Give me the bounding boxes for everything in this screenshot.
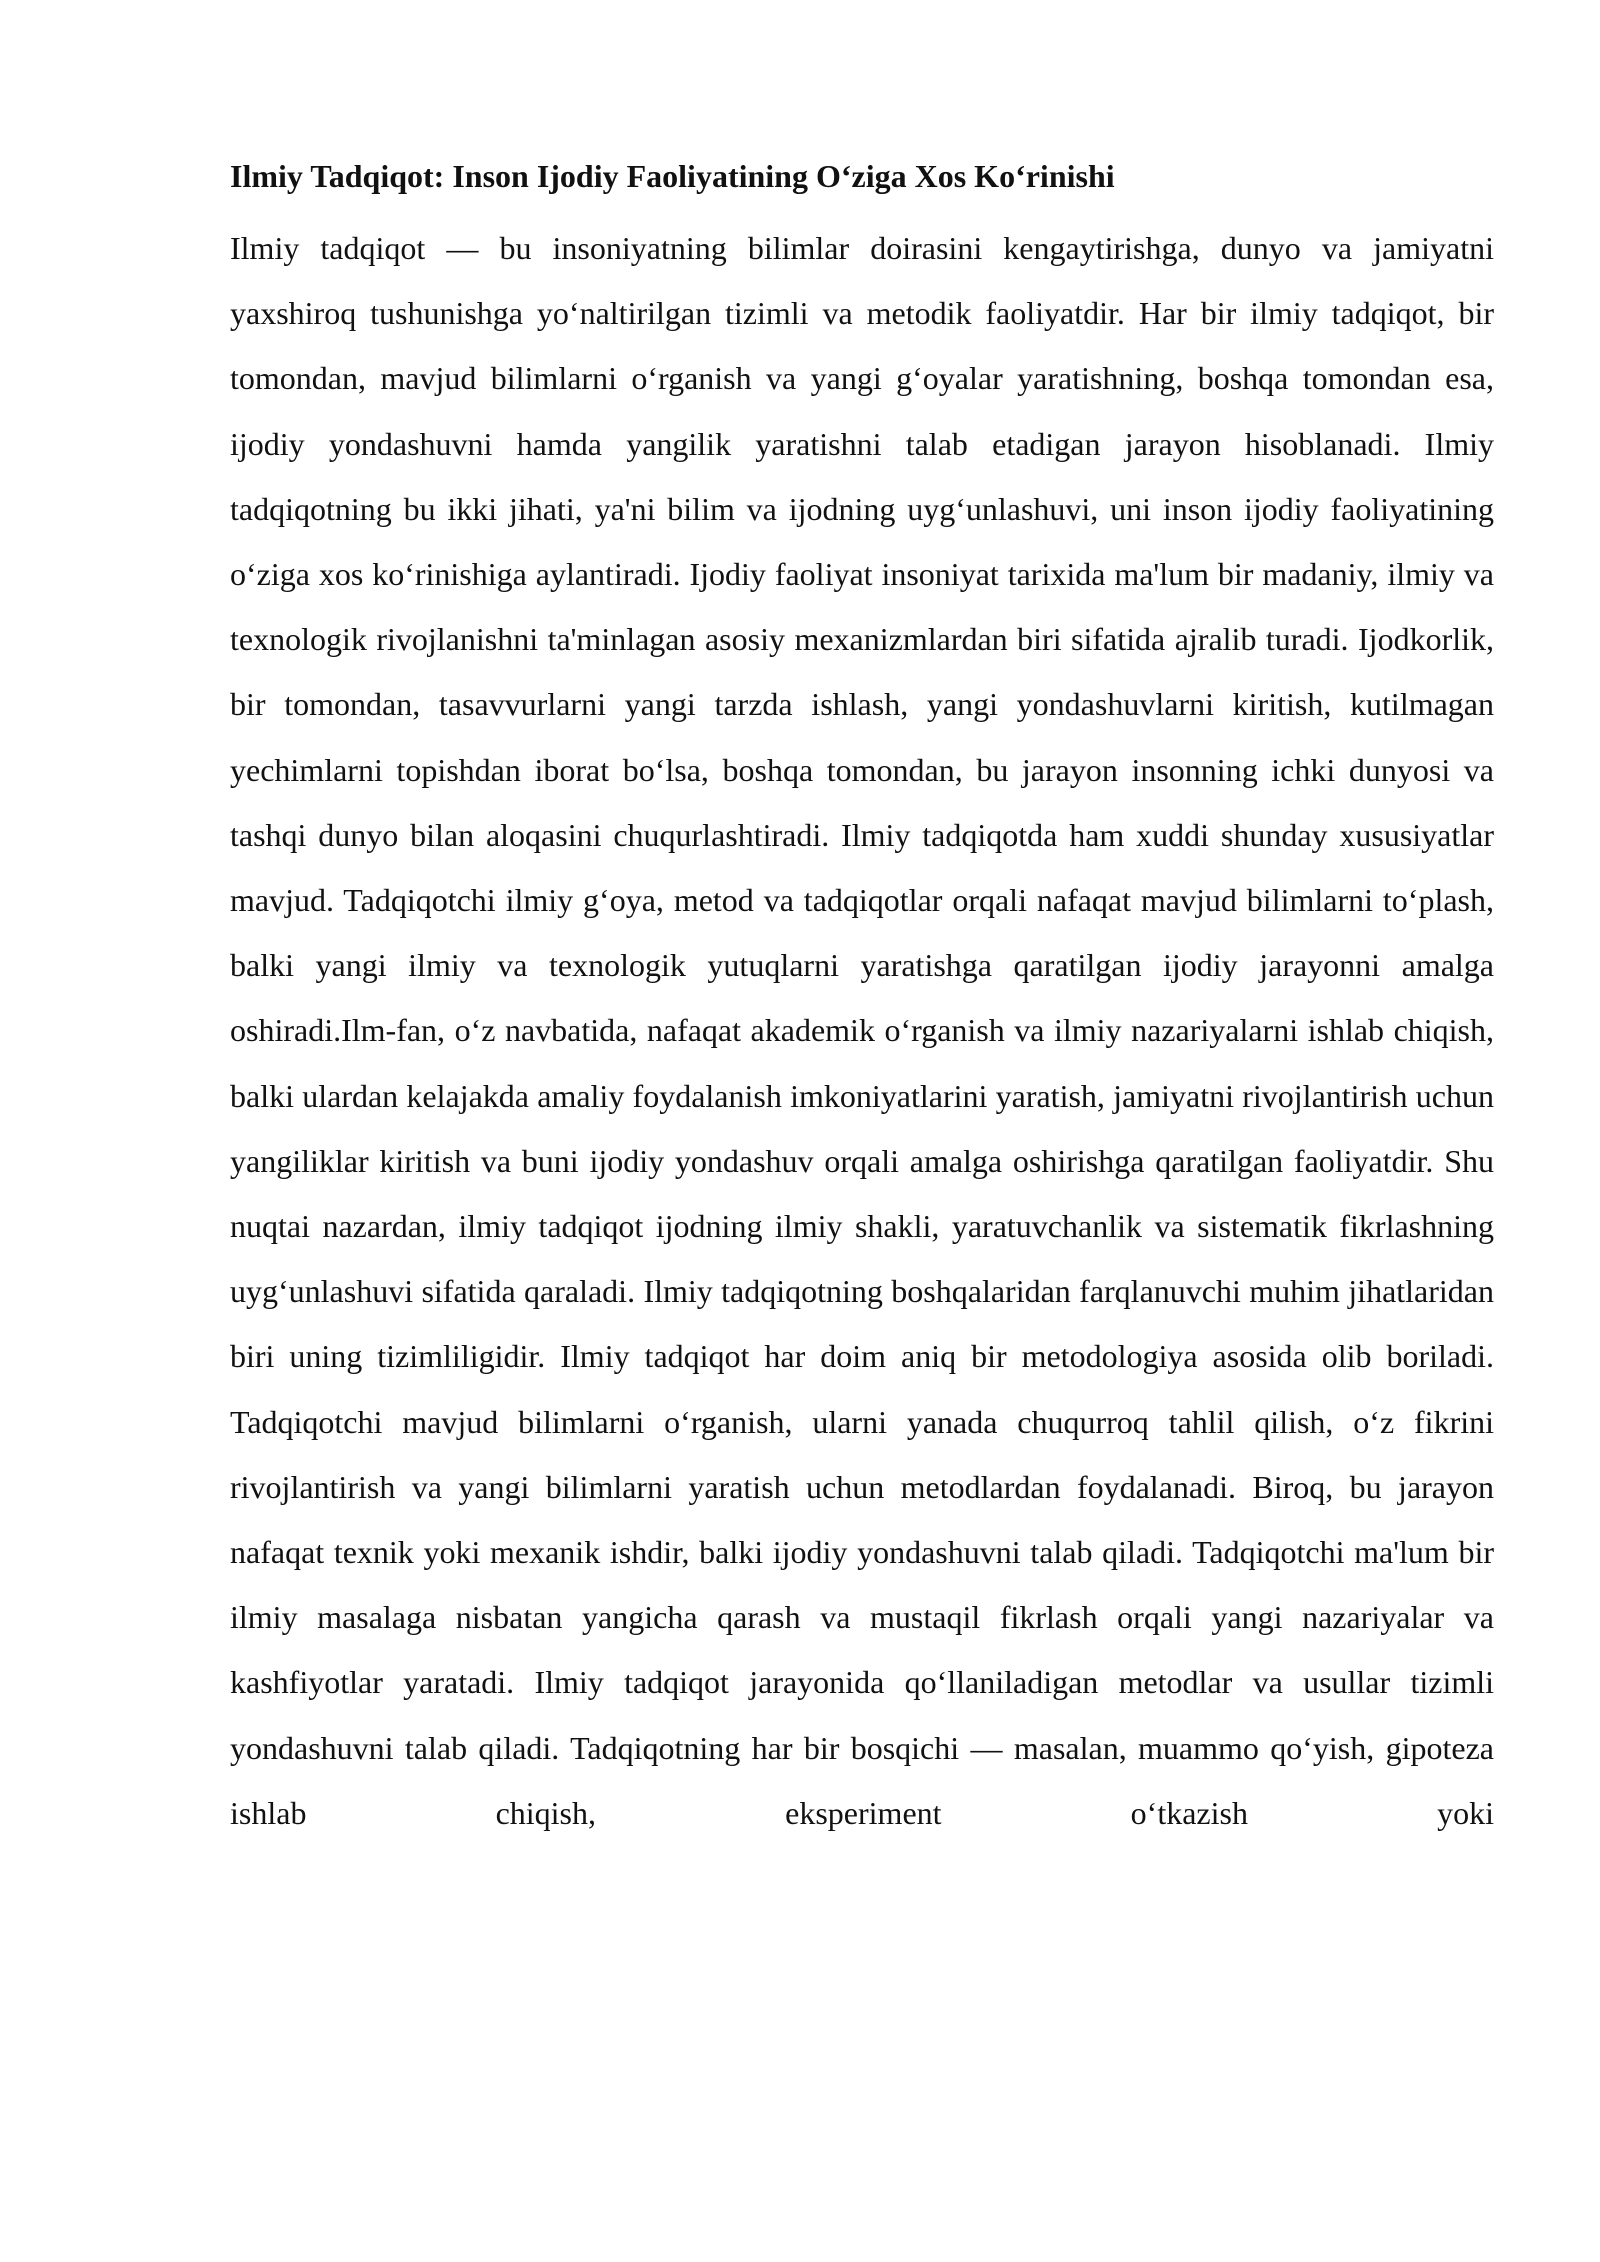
- document-body-paragraph: Ilmiy tadqiqot — bu insoniyatning bilimlar doirasini kengaytirishga, dunyo va jamiyatni yaxshiroq tushunishga yo‘naltirilgan tizimli va metodik faoliyatdir. Har bir ilmiy tadqiqot, bir tomondan, mavjud bilimlarni o‘rganish va yangi g‘oyalar yaratishning, boshqa tomondan esa, ijodiy yondashuvni hamda yangilik yaratishni talab etadigan jarayon hisoblanadi. Ilmiy tadqiqotning bu ikki jihati, ya'ni bilim va ijodning uyg‘unlashuvi, uni inson ijodiy faoliyatining o‘ziga xos ko‘rinishiga aylantiradi. Ijodiy faoliyat insoniyat tarixida ma'lum bir madaniy, ilmiy va texnologik rivojlanishni ta'minlagan asosiy mexanizmlardan biri sifatida ajralib turadi. Ijodkorlik, bir tomondan, tasavvurlarni yangi tarzda ishlash, yangi yondashuvlarni kiritish, kutilmagan yechimlarni topishdan iborat bo‘lsa, boshqa tomondan, bu jarayon insonning ichki dunyosi va tashqi dunyo bilan aloqasini chuqurlashtiradi. Ilmiy tadqiqotda ham xuddi shunday xususiyatlar mavjud. Tadqiqotchi ilmiy g‘oya, metod va tadqiqotlar orqali nafaqat mavjud bilimlarni to‘plash, balki yangi ilmiy va texnologik yutuqlarni yaratishga qaratilgan ijodiy jarayonni amalga oshiradi.Ilm-fan, o‘z navbatida, nafaqat akademik o‘rganish va ilmiy nazariyalarni ishlab chiqish, balki ulardan kelajakda amaliy foydalanish imkoniyatlarini yaratish, jamiyatni rivojlantirish uchun yangiliklar kiritish va buni ijodiy yondashuv orqali amalga oshirishga qaratilgan faoliyatdir. Shu nuqtai nazardan, ilmiy tadqiqot ijodning ilmiy shakli, yaratuvchanlik va sistematik fikrlashning uyg‘unlashuvi sifatida qaraladi. Ilmiy tadqiqotning boshqalaridan farqlanuvchi muhim jihatlaridan biri uning tizimliligidir. Ilmiy tadqiqot har doim aniq bir metodologiya asosida olib boriladi. Tadqiqotchi mavjud bilimlarni o‘rganish, ularni yanada chuqurroq tahlil qilish, o‘z fikrini rivojlantirish va yangi bilimlarni yaratish uchun metodlardan foydalanadi. Biroq, bu jarayon nafaqat texnik yoki mexanik ishdir, balki ijodiy yondashuvni talab qiladi. Tadqiqotchi ma'lum bir ilmiy masalaga nisbatan yangicha qarash va mustaqil fikrlash orqali yangi nazariyalar va kashfiyotlar yaratadi. Ilmiy tadqiqot jarayonida qo‘llaniladigan metodlar va usullar tizimli yondashuvni talab qiladi. Tadqiqotning har bir bosqichi — masalan, muammo qo‘yish, gipoteza ishlab chiqish, eksperiment o‘tkazish yoki: [230, 230, 1494, 1831]
- document-content: [230, 150, 1494, 1846]
- document-title: Ilmiy Tadqiqot: Inson Ijodiy Faoliyatining O‘ziga Xos Ko‘rinishi: [230, 158, 1115, 194]
